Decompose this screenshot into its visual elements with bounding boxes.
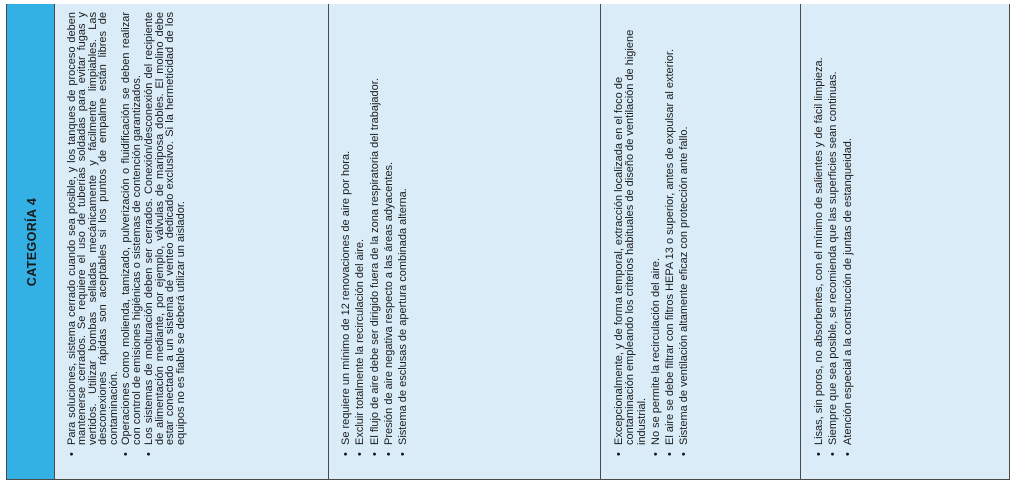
table-cell-process-equipment [55,4,329,480]
table-rule [6,479,1010,480]
category-header-cell [6,4,55,480]
table-rule [6,4,7,480]
list-item: • El flujo de aire debe ser dirigido fuera de la zona respiratoria del trabajador. [370,12,381,456]
list-item: • Sistema de esclusas de apertura combinada alterna. [398,12,409,456]
list-item: • Sistema de ventilación altamente eficaz con protección ante fallo. [679,12,690,456]
list-item: • Lisas, sin poros, no absorbentes, con el mínimo de salientes y de fácil limpieza. [814,12,825,456]
list-item: • Atención especial a la construcción de juntas de estanqueidad. [843,12,854,456]
list-item: • Se requiere un mínimo de 12 renovaciones de aire por hora. [341,12,352,456]
list-item: • El aire se debe filtrar con filtros HEPA 13 o superior, antes de expulsar al exterior. [665,12,676,456]
list-item: • Operaciones como molienda, tamizado, pulverización o fluidificación se deben realizar con control de emisiones higiénicas o sistemas de contención garantizados. [121,12,142,456]
table-rule [328,4,329,480]
bullet-list [67,12,186,456]
table-cell-extraction [601,4,801,480]
category-table [6,4,1010,480]
list-item: • Siempre que sea posible, se recomienda que las superficies sean continuas. [828,12,839,456]
category-header-label: CATEGORÍA 4 [24,197,39,287]
table-rule [54,4,55,480]
list-item: • Excluir totalmente la recirculación del aire. [355,12,366,456]
list-item: • Los sistemas de molturación deben ser cerrados. Conexión/desconexión del recipiente de alimentación mediante, por ejemplo, válvulas de mariposa dobles. El molino debe estar conectado a un sistema de venteo dedicado exclusivo. Si la hermeticidad de los equipos no es fiable se deberá utilizar un aislador. [144,12,186,456]
table-cell-room-ventilation [329,4,601,480]
table-cell-surfaces [801,4,1010,480]
bullet-list [814,12,854,456]
list-item: • Excepcionalmente, y de forma temporal, extracción localizada en el foco de contaminación empleando los criterios habituales de diseño de ventilación de higiene industrial. [614,12,648,456]
table-rule [800,4,801,480]
bullet-list [341,12,409,456]
list-item: • Presión de aire negativa respecto a las áreas adyacentes. [384,12,395,456]
table-rule [1009,4,1010,480]
table-rule [600,4,601,480]
bullet-list [614,12,691,456]
list-item: • No se permite la recirculación del aire. [651,12,662,456]
list-item: • Para soluciones, sistema cerrado cuando sea posible, y los tanques de proceso deben mantenerse cerrados. Se requiere el uso de tuberías soldadas para evitar fugas y vertidos. Utilizar bombas selladas mecánicamente y fácilmente limpiables. Las desconexiones rápidas son aceptables si los puntos de empalme están libres de contaminación. [67,12,119,456]
